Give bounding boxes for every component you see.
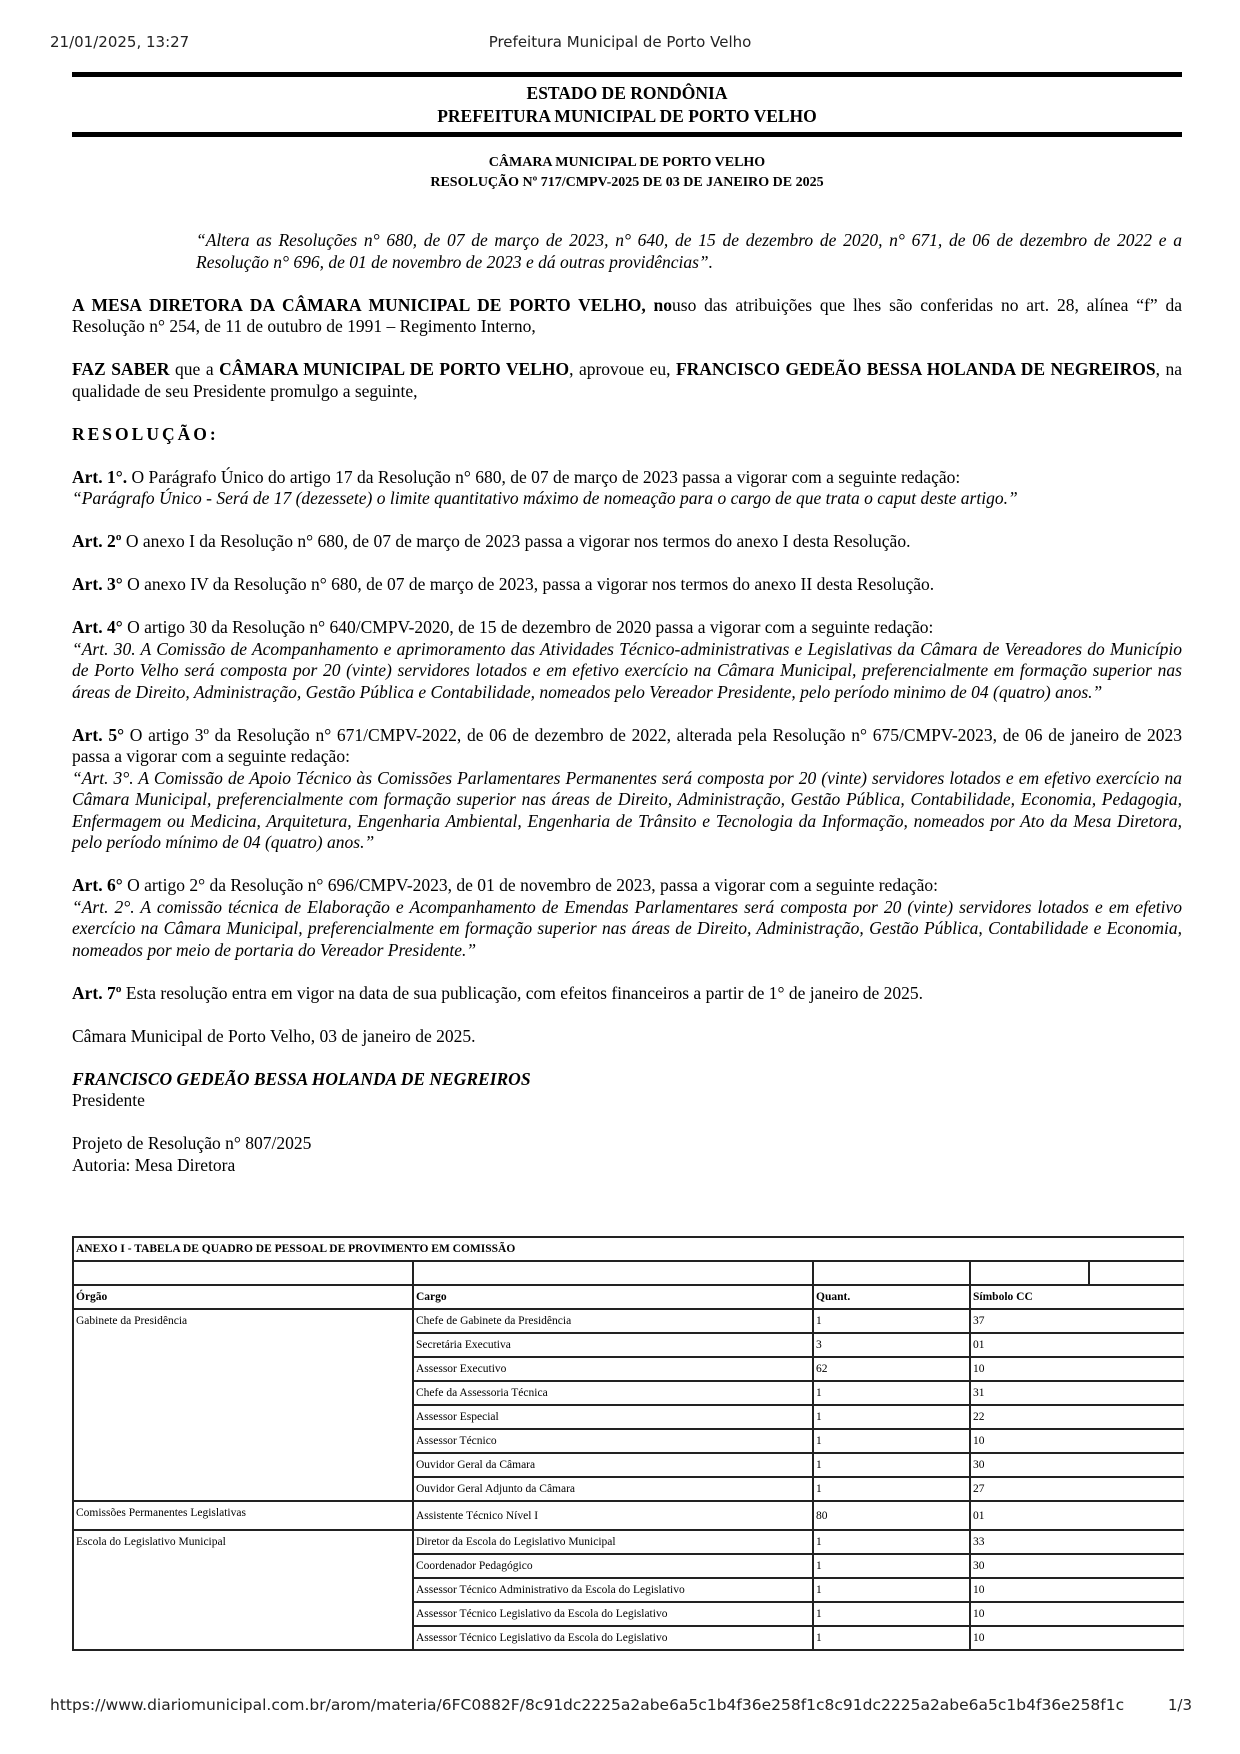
signer-name: FRANCISCO GEDEÃO BESSA HOLANDA DE NEGREIROS	[72, 1068, 531, 1089]
table-row	[73, 1309, 1183, 1333]
faz-saber-text: , aprovoue eu,	[569, 359, 676, 379]
cell-cargo: Assessor Executivo	[413, 1357, 813, 1381]
article	[72, 467, 1182, 489]
cell-cargo: Assessor Técnico Legislativo da Escola do Legislativo	[413, 1626, 813, 1650]
letterhead	[72, 77, 1182, 132]
preamble	[72, 295, 1182, 338]
chamber-name: CÂMARA MUNICIPAL DE PORTO VELHO	[488, 155, 766, 170]
place-date: Câmara Municipal de Porto Velho, 03 de janeiro de 2025.	[72, 1025, 476, 1046]
faz-saber-president: FRANCISCO GEDEÃO BESSA HOLANDA DE NEGREIROS	[675, 359, 1156, 379]
cell-quant: 1	[813, 1381, 970, 1405]
cell-quant: 1	[813, 1453, 970, 1477]
article-label: Art. 3°	[72, 574, 123, 594]
cell-orgao: Comissões Permanentes Legislativas	[73, 1501, 413, 1530]
preamble-text: uso das atribuições que lhes são conferidas no art. 28, alínea “f” da Resolução n° 254, de 11 de outubro de 1991 – Regimento Interno,	[72, 294, 1182, 336]
cell-cargo: Assistente Técnico Nível I	[413, 1501, 813, 1530]
cell-simbolo: 22	[970, 1405, 1183, 1429]
project-number: Projeto de Resolução n° 807/2025	[72, 1133, 312, 1153]
table-row	[73, 1501, 1183, 1530]
cell-cargo: Assessor Técnico	[413, 1429, 813, 1453]
article-text: O anexo I da Resolução n° 680, de 07 de março de 2023 passa a vigorar nos termos do anexo I desta Resolução.	[121, 531, 911, 551]
cell-cargo: Diretor da Escola do Legislativo Municipal	[413, 1530, 813, 1554]
cell-simbolo: 33	[970, 1530, 1183, 1554]
cell-quant: 62	[813, 1357, 970, 1381]
article-label: Art. 6°	[72, 875, 123, 895]
article-text: O artigo 3º da Resolução n° 671/CMPV-2022, de 06 de dezembro de 2022, alterada pela Resolução n° 675/CMPV-2023, de 06 de janeiro de 2023 passa a vigorar com a seguinte redação:	[72, 724, 1182, 766]
table-blank-row	[73, 1261, 1183, 1285]
cell-simbolo: 01	[970, 1333, 1183, 1357]
cell-cargo: Coordenador Pedagógico	[413, 1554, 813, 1578]
article-text: O anexo IV da Resolução n° 680, de 07 de março de 2023, passa a vigorar nos termos do anexo II desta Resolução.	[122, 574, 935, 594]
cell-simbolo: 10	[970, 1429, 1183, 1453]
cell-quant: 3	[813, 1333, 970, 1357]
letterhead-prefecture: PREFEITURA MUNICIPAL DE PORTO VELHO	[437, 106, 817, 126]
letterhead-rule-bottom	[72, 132, 1182, 137]
cell-simbolo: 10	[970, 1602, 1183, 1626]
cell-quant: 1	[813, 1578, 970, 1602]
column-header-quant: Quant.	[813, 1285, 970, 1309]
cell-cargo: Ouvidor Geral Adjunto da Câmara	[413, 1477, 813, 1501]
document-page	[72, 72, 1182, 1176]
cell-simbolo: 10	[970, 1578, 1183, 1602]
cell-simbolo: 30	[970, 1554, 1183, 1578]
article	[72, 531, 1182, 553]
article	[72, 617, 1182, 639]
cell-cargo: Chefe de Gabinete da Presidência	[413, 1309, 813, 1333]
article	[72, 574, 1182, 596]
table-title: ANEXO I - TABELA DE QUADRO DE PESSOAL DE PROVIMENTO EM COMISSÃO	[73, 1237, 1183, 1261]
article-text: Esta resolução entra em vigor na data de sua publicação, com efeitos financeiros a partir de 1° de janeiro de 2025.	[121, 982, 923, 1003]
article-quote: “Art. 2°. A comissão técnica de Elaboração e Acompanhamento de Emendas Parlamentares será composta por 20 (vinte) servidores lotados e em efetivo exercício na Câmara Municipal, preferencialmente em formação superior nas áreas de Direito, Administração, Gestão Pública, Contabilidade e Economia, nomeados por meio de portaria do Vereador Presidente.”	[72, 896, 1182, 960]
article-label: Art. 2º	[72, 531, 122, 551]
print-datetime: 21/01/2025, 13:27	[50, 33, 190, 51]
blank-cell	[970, 1261, 1089, 1285]
article-quote: “Art. 3°. A Comissão de Apoio Técnico às Comissões Parlamentares Permanentes será composta por 20 (vinte) servidores lotados e em efetivo exercício na Câmara Municipal, preferencialmente com formação superior nas áreas de Direito, Administração, Gestão Pública, Contabilidade, Economia, Pedagogia, Enfermagem ou Medicina, Arquitetura, Engenharia Ambiental, Engenharia de Trânsito e Tecnologia da Informação, nomeados por Ato da Mesa Diretora, pelo período mínimo de 04 (quatro) anos.”	[72, 767, 1182, 852]
cell-simbolo: 31	[970, 1381, 1183, 1405]
article	[72, 875, 1182, 897]
signer-role: Presidente	[72, 1090, 145, 1110]
table-row	[73, 1530, 1183, 1554]
faz-saber-text: , na qualidade de seu Presidente promulgo a seguinte,	[72, 359, 1182, 401]
print-page-number: 1/3	[1167, 1696, 1192, 1714]
annex-table	[72, 1236, 1184, 1651]
print-page-title: Prefeitura Municipal de Porto Velho	[488, 33, 752, 51]
column-header-simbolo: Símbolo CC	[970, 1285, 1183, 1309]
cell-simbolo: 10	[970, 1626, 1183, 1650]
article	[72, 725, 1182, 768]
cell-simbolo: 27	[970, 1477, 1183, 1501]
project-author: Autoria: Mesa Diretora	[72, 1154, 236, 1175]
blank-cell	[73, 1261, 413, 1285]
faz-saber-chamber: CÂMARA MUNICIPAL DE PORTO VELHO	[219, 359, 570, 379]
resolucao-label: RESOLUÇÃO:	[72, 423, 219, 444]
cell-quant: 1	[813, 1405, 970, 1429]
cell-quant: 1	[813, 1530, 970, 1554]
faz-saber	[72, 359, 1182, 402]
article-text: O Parágrafo Único do artigo 17 da Resolução n° 680, de 07 de março de 2023 passa a vigorar com a seguinte redação:	[127, 466, 961, 487]
cell-quant: 1	[813, 1309, 970, 1333]
cell-simbolo: 37	[970, 1309, 1183, 1333]
cell-quant: 1	[813, 1477, 970, 1501]
faz-saber-text: que a	[169, 359, 220, 379]
cell-quant: 1	[813, 1554, 970, 1578]
faz-saber-label: FAZ SABER	[72, 359, 170, 379]
document-heading	[72, 153, 1182, 193]
cell-quant: 80	[813, 1501, 970, 1530]
cell-cargo: Secretária Executiva	[413, 1333, 813, 1357]
article-text: O artigo 30 da Resolução n° 640/CMPV-2020, de 15 de dezembro de 2020 passa a vigorar com a seguinte redação:	[122, 617, 934, 637]
column-header-orgao: Órgão	[73, 1285, 413, 1309]
ementa: “Altera as Resoluções n° 680, de 07 de março de 2023, n° 640, de 15 de dezembro de 2020, n° 671, de 06 de dezembro de 2022 e a Resolução n° 696, de 01 de novembro de 2023 e dá outras providências”.	[196, 230, 1182, 272]
cell-cargo: Chefe da Assessoria Técnica	[413, 1381, 813, 1405]
cell-quant: 1	[813, 1626, 970, 1650]
print-url: https://www.diariomunicipal.com.br/arom/materia/6FC0882F/8c91dc2225a2abe6a5c1b4f36e258f1c8c91dc2225a2abe6a5c1b4f36e258f1c	[50, 1696, 1125, 1714]
table-title-row	[73, 1237, 1183, 1261]
column-header-cargo: Cargo	[413, 1285, 813, 1309]
cell-quant: 1	[813, 1602, 970, 1626]
cell-simbolo: 30	[970, 1453, 1183, 1477]
cell-cargo: Assessor Técnico Administrativo da Escola do Legislativo	[413, 1578, 813, 1602]
article-label: Art. 5°	[72, 724, 125, 745]
blank-cell	[813, 1261, 970, 1285]
resolution-title: RESOLUÇÃO Nº 717/CMPV-2025 DE 03 DE JANEIRO DE 2025	[430, 175, 824, 190]
article-quote: “Parágrafo Único - Será de 17 (dezessete) o limite quantitativo máximo de nomeação para o cargo de que trata o caput deste artigo.”	[72, 488, 1018, 508]
cell-cargo: Assessor Técnico Legislativo da Escola do Legislativo	[413, 1602, 813, 1626]
cell-simbolo: 01	[970, 1501, 1183, 1530]
articles	[72, 467, 1182, 1005]
article-label: Art. 4°	[72, 617, 123, 637]
article-label: Art. 7º	[72, 982, 122, 1003]
article-quote: “Art. 30. A Comissão de Acompanhamento e aprimoramento das Atividades Técnico-administrativas e Legislativas da Câmara de Vereadores do Município de Porto Velho será composta por 20 (vinte) servidores lotados e em efetivo exercício na Câmara Municipal, preferencialmente em formação superior nas áreas de Direito, Administração, Gestão Pública e Contabilidade, nomeados pelo Vereador Presidente, pelo período minimo de 04 (quatro) anos.”	[72, 638, 1182, 702]
article	[72, 983, 1182, 1005]
cell-cargo: Assessor Especial	[413, 1405, 813, 1429]
cell-orgao: Gabinete da Presidência	[73, 1309, 413, 1501]
table-header-row	[73, 1285, 1183, 1309]
cell-simbolo: 10	[970, 1357, 1183, 1381]
preamble-bold: A MESA DIRETORA DA CÂMARA MUNICIPAL DE PORTO VELHO, no	[72, 294, 673, 315]
article-text: O artigo 2° da Resolução n° 696/CMPV-2023, de 01 de novembro de 2023, passa a vigorar com a seguinte redação:	[122, 875, 938, 895]
blank-cell	[413, 1261, 813, 1285]
letterhead-state: ESTADO DE RONDÔNIA	[526, 83, 728, 103]
cell-cargo: Ouvidor Geral da Câmara	[413, 1453, 813, 1477]
cell-orgao: Escola do Legislativo Municipal	[73, 1530, 413, 1650]
cell-quant: 1	[813, 1429, 970, 1453]
article-label: Art. 1°.	[72, 466, 128, 487]
blank-cell	[1089, 1261, 1183, 1285]
